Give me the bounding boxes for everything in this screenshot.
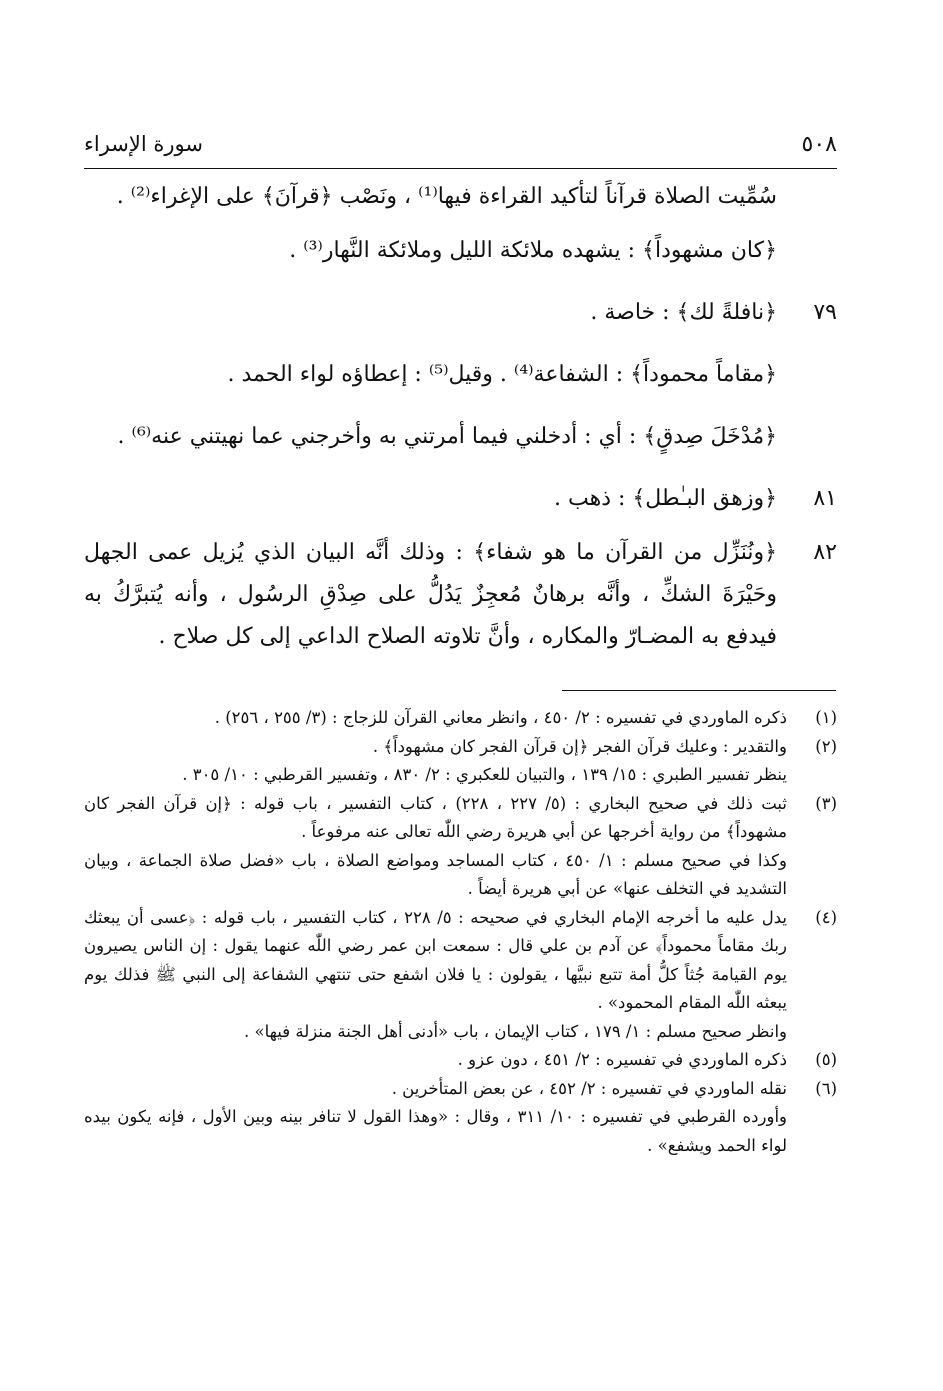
footnote-text: وأورده القرطبي في تفسيره : ١٠/ ٣١١ ، وقال : «وهذا القول لا تنافر بينه وبين الأول ، فإنه يكون بيده لواء الحمد ويشفع» . [84,1107,788,1155]
header-rule [84,168,837,169]
footnote [84,733,837,762]
footnote [84,704,837,733]
footnote-text: ذكره الماوردي في تفسيره : ٢/ ٤٥٠ ، وانظر معاني القرآن للزجاج : (٣/ ٢٥٥ ، ٢٥٦) . [214,708,787,727]
footnote-text: وانظر صحيح مسلم : ١/ ١٧٩ ، كتاب الإيمان ، باب «أدنى أهل الجنة منزلة فيها» . [244,1021,787,1041]
footnote-number: (٦) [815,1078,837,1098]
footnote [84,1018,837,1047]
commentary-line [84,478,837,520]
footnote-text: يدل عليه ما أخرجه الإمام البخاري في صحيحه : ٥/ ٢٢٨ ، كتاب التفسير ، باب قوله : ﴿عسى أن يبعثك ربك مقاماً محموداً﴾ عن آدم بن علي قال : سمعت ابن عمر رضي اللّٰه عنهما يقول : إن الناس يصيرون يوم القيامة جُثاً كلُّ أمة تتبع نبيَّها ، يقولون : يا فلان اشفع حتى تنتهي الشفاعة إلى النبي ﷺ فذلك يوم يبعثه اللّٰه المقام المحمود» . [84,907,787,1012]
footnote-number: (٢) [815,736,837,756]
footnote [84,761,837,790]
commentary-line [84,416,837,458]
verse-number: ٧٩ [813,300,837,325]
footnotes [84,704,837,1160]
footnote-number: (٥) [815,1050,837,1069]
footnote [84,1075,837,1104]
page-number: ٥٠٨ [801,132,837,157]
footnote-text: ينظر تفسير الطبري : ١٥/ ١٣٩ ، والتبيان للعكبري : ٢/ ٨٣٠ ، وتفسير القرطبي : ١٠/ ٣٠٥ . [182,765,787,784]
running-header [84,132,837,166]
commentary-text: سُمِّيت الصلاة قرآناً لتأكيد القراءة فيها⁽¹⁾ ، ونَصْب ﴿قرآنَ﴾ على الإغراء⁽²⁾ . [116,184,777,209]
footnote-number: (٣) [815,793,837,813]
footnote [84,904,837,1018]
footnote-text: نقله الماوردي في تفسيره : ٢/ ٤٥٢ ، عن بعض المتأخرين . [391,1078,787,1098]
footnote [84,1103,837,1160]
surah-title: سورة الإسراء [84,132,203,156]
commentary-text: ﴿وزهق البـٰطل﴾ : ذهب . [554,486,777,511]
main-text [84,176,837,658]
commentary-text: ﴿نافلةً لك﴾ : خاصة . [590,300,777,325]
verse-number: ٨١ [813,486,837,511]
footnote-text: ذكره الماوردي في تفسيره : ٢/ ٤٥١ ، دون عزو . [457,1050,787,1069]
verse-number: ٨٢ [813,540,837,565]
footnote [84,847,837,904]
footnote-text: ثبت ذلك في صحيح البخاري : (٥/ ٢٢٧ ، ٢٢٨) ، كتاب التفسير ، باب قوله : ﴿إن قرآن الفجر كان مشهوداً﴾ من رواية أخرجها عن أبي هريرة رضي اللّٰه تعالى عنه مرفوعاً . [84,793,787,841]
footnote-number: (٤) [815,907,837,927]
commentary-text: ﴿مُدْخَلَ صِدقٍ﴾ : أي : أدخلني فيما أمرتني به وأخرجني عما نهيتني عنه⁽⁶⁾ . [117,424,777,449]
commentary-line [84,354,837,396]
commentary-text: ﴿كان مشهوداً﴾ : يشهده ملائكة الليل وملائكة النَّهار⁽³⁾ . [289,238,777,263]
footnote [84,1046,837,1075]
commentary-line [84,176,837,218]
footnote [84,790,837,847]
commentary-text: ﴿مقاماً محموداً﴾ : الشفاعة⁽⁴⁾ . وقيل⁽⁵⁾ : إعطاؤه لواء الحمد . [227,362,777,387]
footnote-text: والتقدير : وعليك قرآن الفجر ﴿إن قرآن الفجر كان مشهوداً﴾ . [372,736,787,756]
commentary-line [84,292,837,334]
commentary-line [84,532,837,658]
footnote-number: (١) [815,708,837,727]
footnote-text: وكذا في صحيح مسلم : ١/ ٤٥٠ ، كتاب المساجد ومواضع الصلاة ، باب «فضل صلاة الجماعة ، وبيان التشديد في التخلف عنها» عن أبي هريرة أيضاً . [84,850,787,898]
commentary-line [84,230,837,272]
footnote-rule [562,690,836,691]
commentary-text: ﴿ونُنَزِّل من القرآن ما هو شفاء﴾ : وذلك أنَّه البيان الذي يُزيل عمى الجهل وحَيْرَةَ الشكِّ ، وأنَّه برهانٌ مُعجِزٌ يَدُلُّ على صِدْقِ الرسُول ، وأنه يُتبرَّكُ به فيدفع به المضـارّ والمكاره ، وأنَّ تلاوته الصلاح الداعي إلى كل صلاح . [84,540,777,649]
